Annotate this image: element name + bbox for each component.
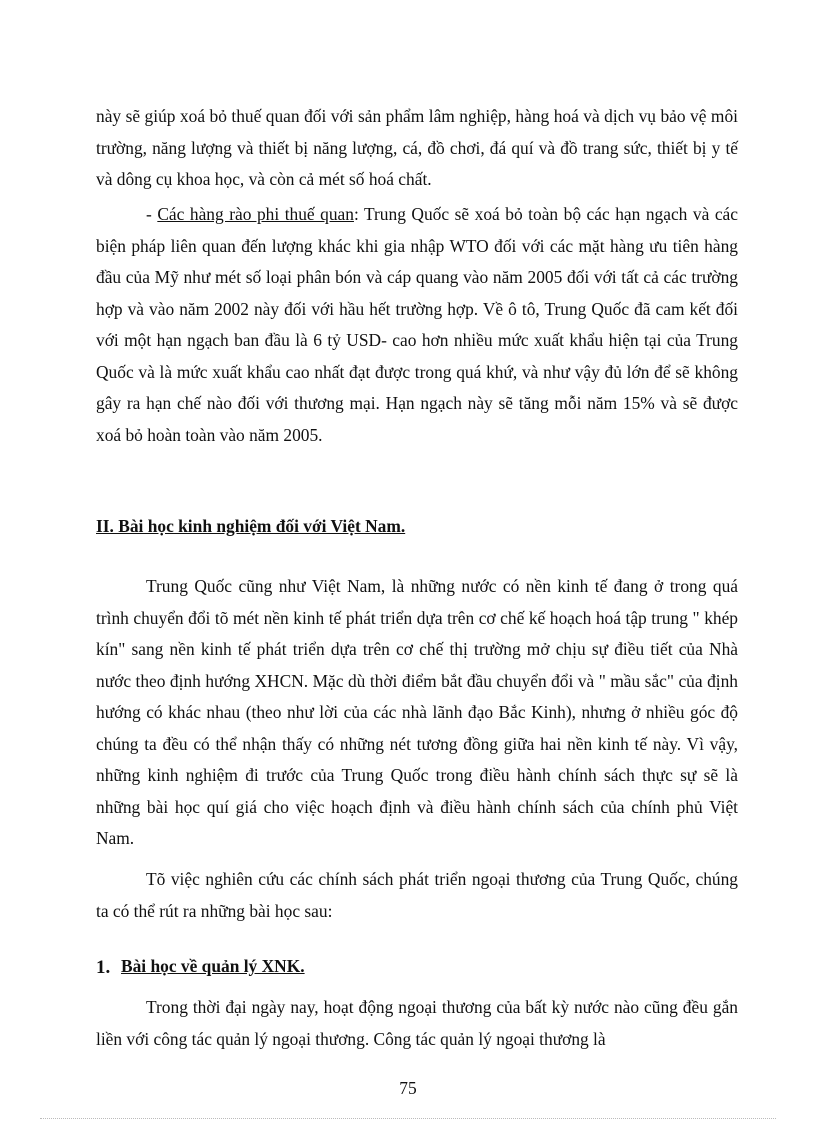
paragraph-non-tariff-barriers (96, 199, 738, 451)
section-heading-lessons: II. Bài học kinh nghiệm đối với Việt Nam. (96, 516, 406, 536)
non-tariff-body: : Trung Quốc sẽ xoá bỏ toàn bộ các hạn ngạch và các biện pháp liên quan đến lượng khác khi gia nhập WTO đối với các mặt hàng ưu tiên hàng đầu của Mỹ như mét số loại phân bón và cáp quang vào năm 2005 đối với tất cả các trường hợp và vào năm 2002 này đối với hầu hết trường hợp. Về ô tô, Trung Quốc đã cam kết đối với một hạn ngạch ban đầu là 6 tỷ USD- cao hơn nhiều mức xuất khẩu hiện tại của Trung Quốc và là mức xuất khẩu cao nhất đạt được trong quá khứ, và như vậy đủ lớn để sẽ không gây ra hạn chế nào đối với thương mại. Hạn ngạch này sẽ tăng mỗi năm 15% và sẽ được xoá bỏ hoàn toàn vào năm 2005. (96, 204, 738, 445)
subsection-number: 1. (96, 957, 111, 978)
paragraph-tariff-removal: này sẽ giúp xoá bỏ thuế quan đối với sản phẩm lâm nghiệp, hàng hoá và dịch vụ bảo vệ môi trường, năng lượng và thiết bị năng lượng, cá, đồ chơi, đá quí và đồ trang sức, thiết bị y tế và dông cụ khoa học, và còn cả mét số hoá chất. (96, 106, 738, 189)
paragraph-lessons-list-intro: Tõ việc nghiên cứu các chính sách phát triển ngoại thương của Trung Quốc, chúng ta có thể rút ra những bài học sau: (96, 869, 738, 921)
footer-divider (40, 1118, 776, 1119)
subsection-heading-xnk: Bài học về quản lý XNK. (121, 956, 305, 976)
list-dash: - (146, 204, 158, 224)
paragraph-lessons-intro: Trung Quốc cũng như Việt Nam, là những nước có nền kinh tế đang ở trong quá trình chuyển đổi tõ mét nền kinh tế phát triển dựa trên cơ chế kế hoạch hoá tập trung " khép kín" sang nền kinh tế phát triển dựa trên cơ chế thị trường mở chịu sự điều tiết của Nhà nước theo định hướng XHCN. Mặc dù thời điểm bắt đầu chuyển đổi và " mầu sắc" của định hướng có khác nhau (theo như lời của các nhà lãnh đạo Bắc Kinh), nhưng ở nhiều góc độ chúng ta đều có thể nhận thấy có những nét tương đồng giữa hai nền kinh tế này. Vì vậy, những kinh nghiệm đi trước của Trung Quốc trong điều hành chính sách thực sự sẽ là những bài học quí giá cho việc hoạch định và điều hành chính sách của chính phủ Việt Nam. (96, 576, 738, 848)
non-tariff-label: Các hàng rào phi thuế quan (157, 204, 354, 224)
page-number: 75 (399, 1078, 417, 1098)
paragraph-foreign-trade-management: Trong thời đại ngày nay, hoạt động ngoại thương của bất kỳ nước nào cũng đều gắn liền với công tác quản lý ngoại thương. Công tác quản lý ngoại thương là (96, 997, 738, 1049)
